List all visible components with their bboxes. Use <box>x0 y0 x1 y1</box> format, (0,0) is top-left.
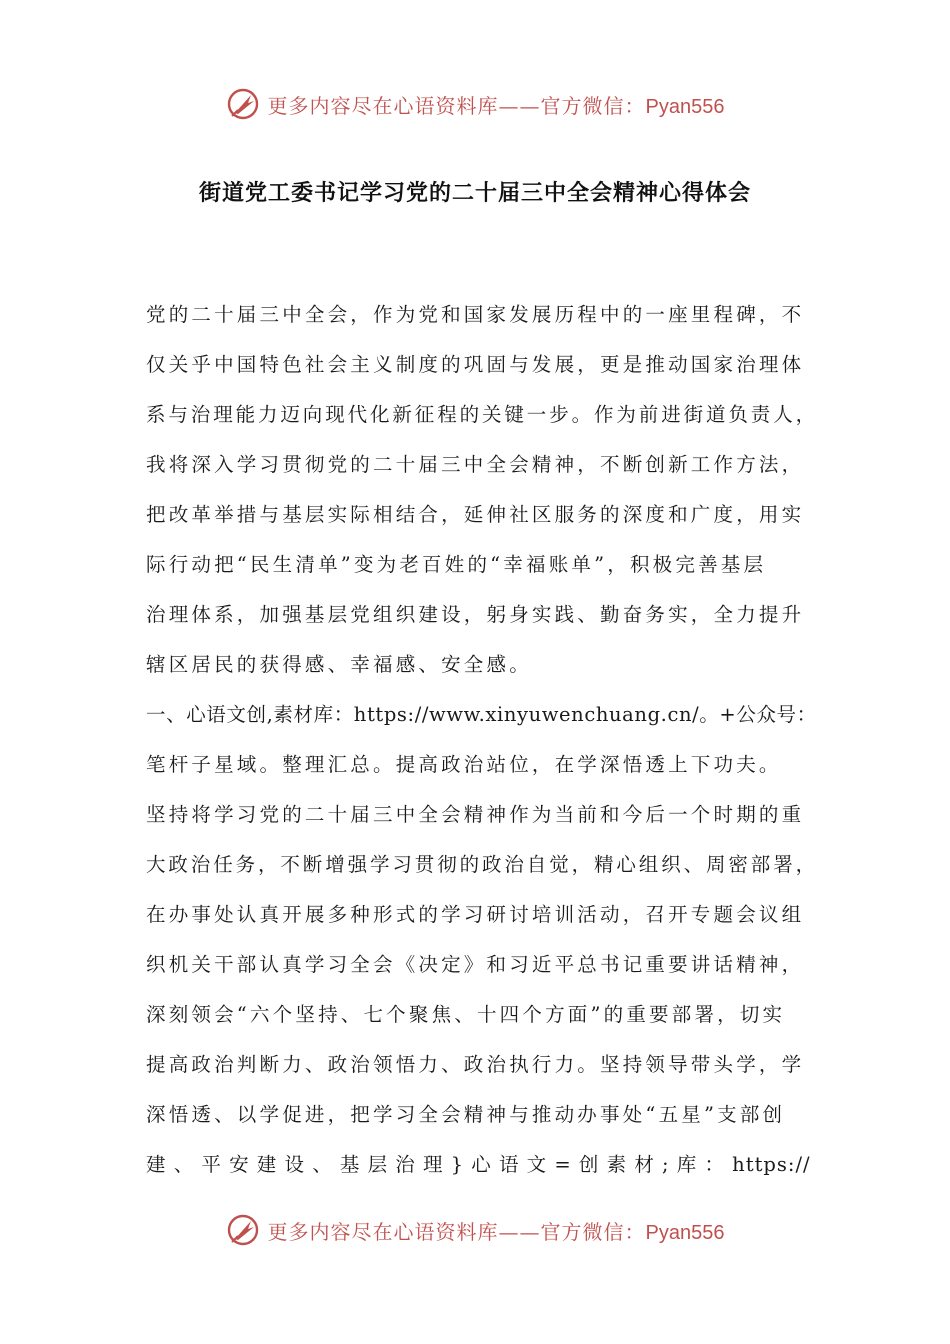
body-line: 在办事处认真开展多种形式的学习研讨培训活动，召开专题会议组 <box>146 903 805 926</box>
body-line: 党的二十届三中全会，作为党和国家发展历程中的一座里程碑，不 <box>146 303 805 326</box>
quill-logo-icon <box>226 1213 260 1247</box>
body-line: 际行动把“民生清单”变为老百姓的“幸福账单”，积极完善基层 <box>146 553 767 576</box>
watermark-wechat-id: Pyan556 <box>645 95 725 118</box>
body-line: 把改革举措与基层实际相结合，延伸社区服务的深度和广度，用实 <box>146 503 805 526</box>
body-line: 大政治任务，不断增强学习贯彻的政治自觉，精心组织、周密部署， <box>146 853 819 876</box>
watermark-text <box>268 1216 725 1245</box>
body-line: 辖区居民的获得感、幸福感、安全感。 <box>146 653 532 676</box>
body-line: 坚持将学习党的二十届三中全会精神作为当前和今后一个时期的重 <box>146 803 805 826</box>
body-line: 建 、 平 安 建 设 、 基 层 治 理 } 心 语 文 = 创 素 材 ; 库 ： https:// <box>146 1153 811 1176</box>
quill-logo-icon <box>226 87 260 121</box>
watermark-label: 更多内容尽在心语资料库——官方微信： <box>267 93 646 118</box>
watermark-wechat-id: Pyan556 <box>645 1221 725 1244</box>
body-line: 织机关干部认真学习全会《决定》和习近平总书记重要讲话精神， <box>146 953 805 976</box>
body-line: 提高政治判断力、政治领悟力、政治执行力。坚持领导带头学，学 <box>146 1053 805 1076</box>
body-line: 系与治理能力迈向现代化新征程的关键一步。作为前进街道负责人， <box>146 403 819 426</box>
body-line: 深刻领会“六个坚持、七个聚焦、十四个方面”的重要部署，切实 <box>146 1003 786 1026</box>
document-title: 街道党工委书记学习党的二十届三中全会精神心得体会 <box>198 181 751 206</box>
body-line: 我将深入学习贯彻党的二十届三中全会精神，不断创新工作方法， <box>146 453 805 476</box>
watermark-text <box>268 90 725 119</box>
body-line: 笔杆子星域。整理汇总。提高政治站位，在学深悟透上下功夫。 <box>146 753 782 776</box>
footer-watermark <box>0 1210 950 1250</box>
section-heading-line: 一、心语文创,素材库：https://www.xinyuwenchuang.cn/。+公众号： <box>146 703 817 726</box>
watermark-label: 更多内容尽在心语资料库——官方微信： <box>267 1219 646 1244</box>
body-line: 治理体系，加强基层党组织建设，躬身实践、勤奋务实，全力提升 <box>146 603 805 626</box>
header-watermark <box>0 84 950 124</box>
body-line: 仅关乎中国特色社会主义制度的巩固与发展，更是推动国家治理体 <box>146 353 805 376</box>
body-line: 深悟透、以学促进，把学习全会精神与推动办事处“五星”支部创 <box>146 1103 786 1126</box>
document-body <box>146 290 819 1190</box>
